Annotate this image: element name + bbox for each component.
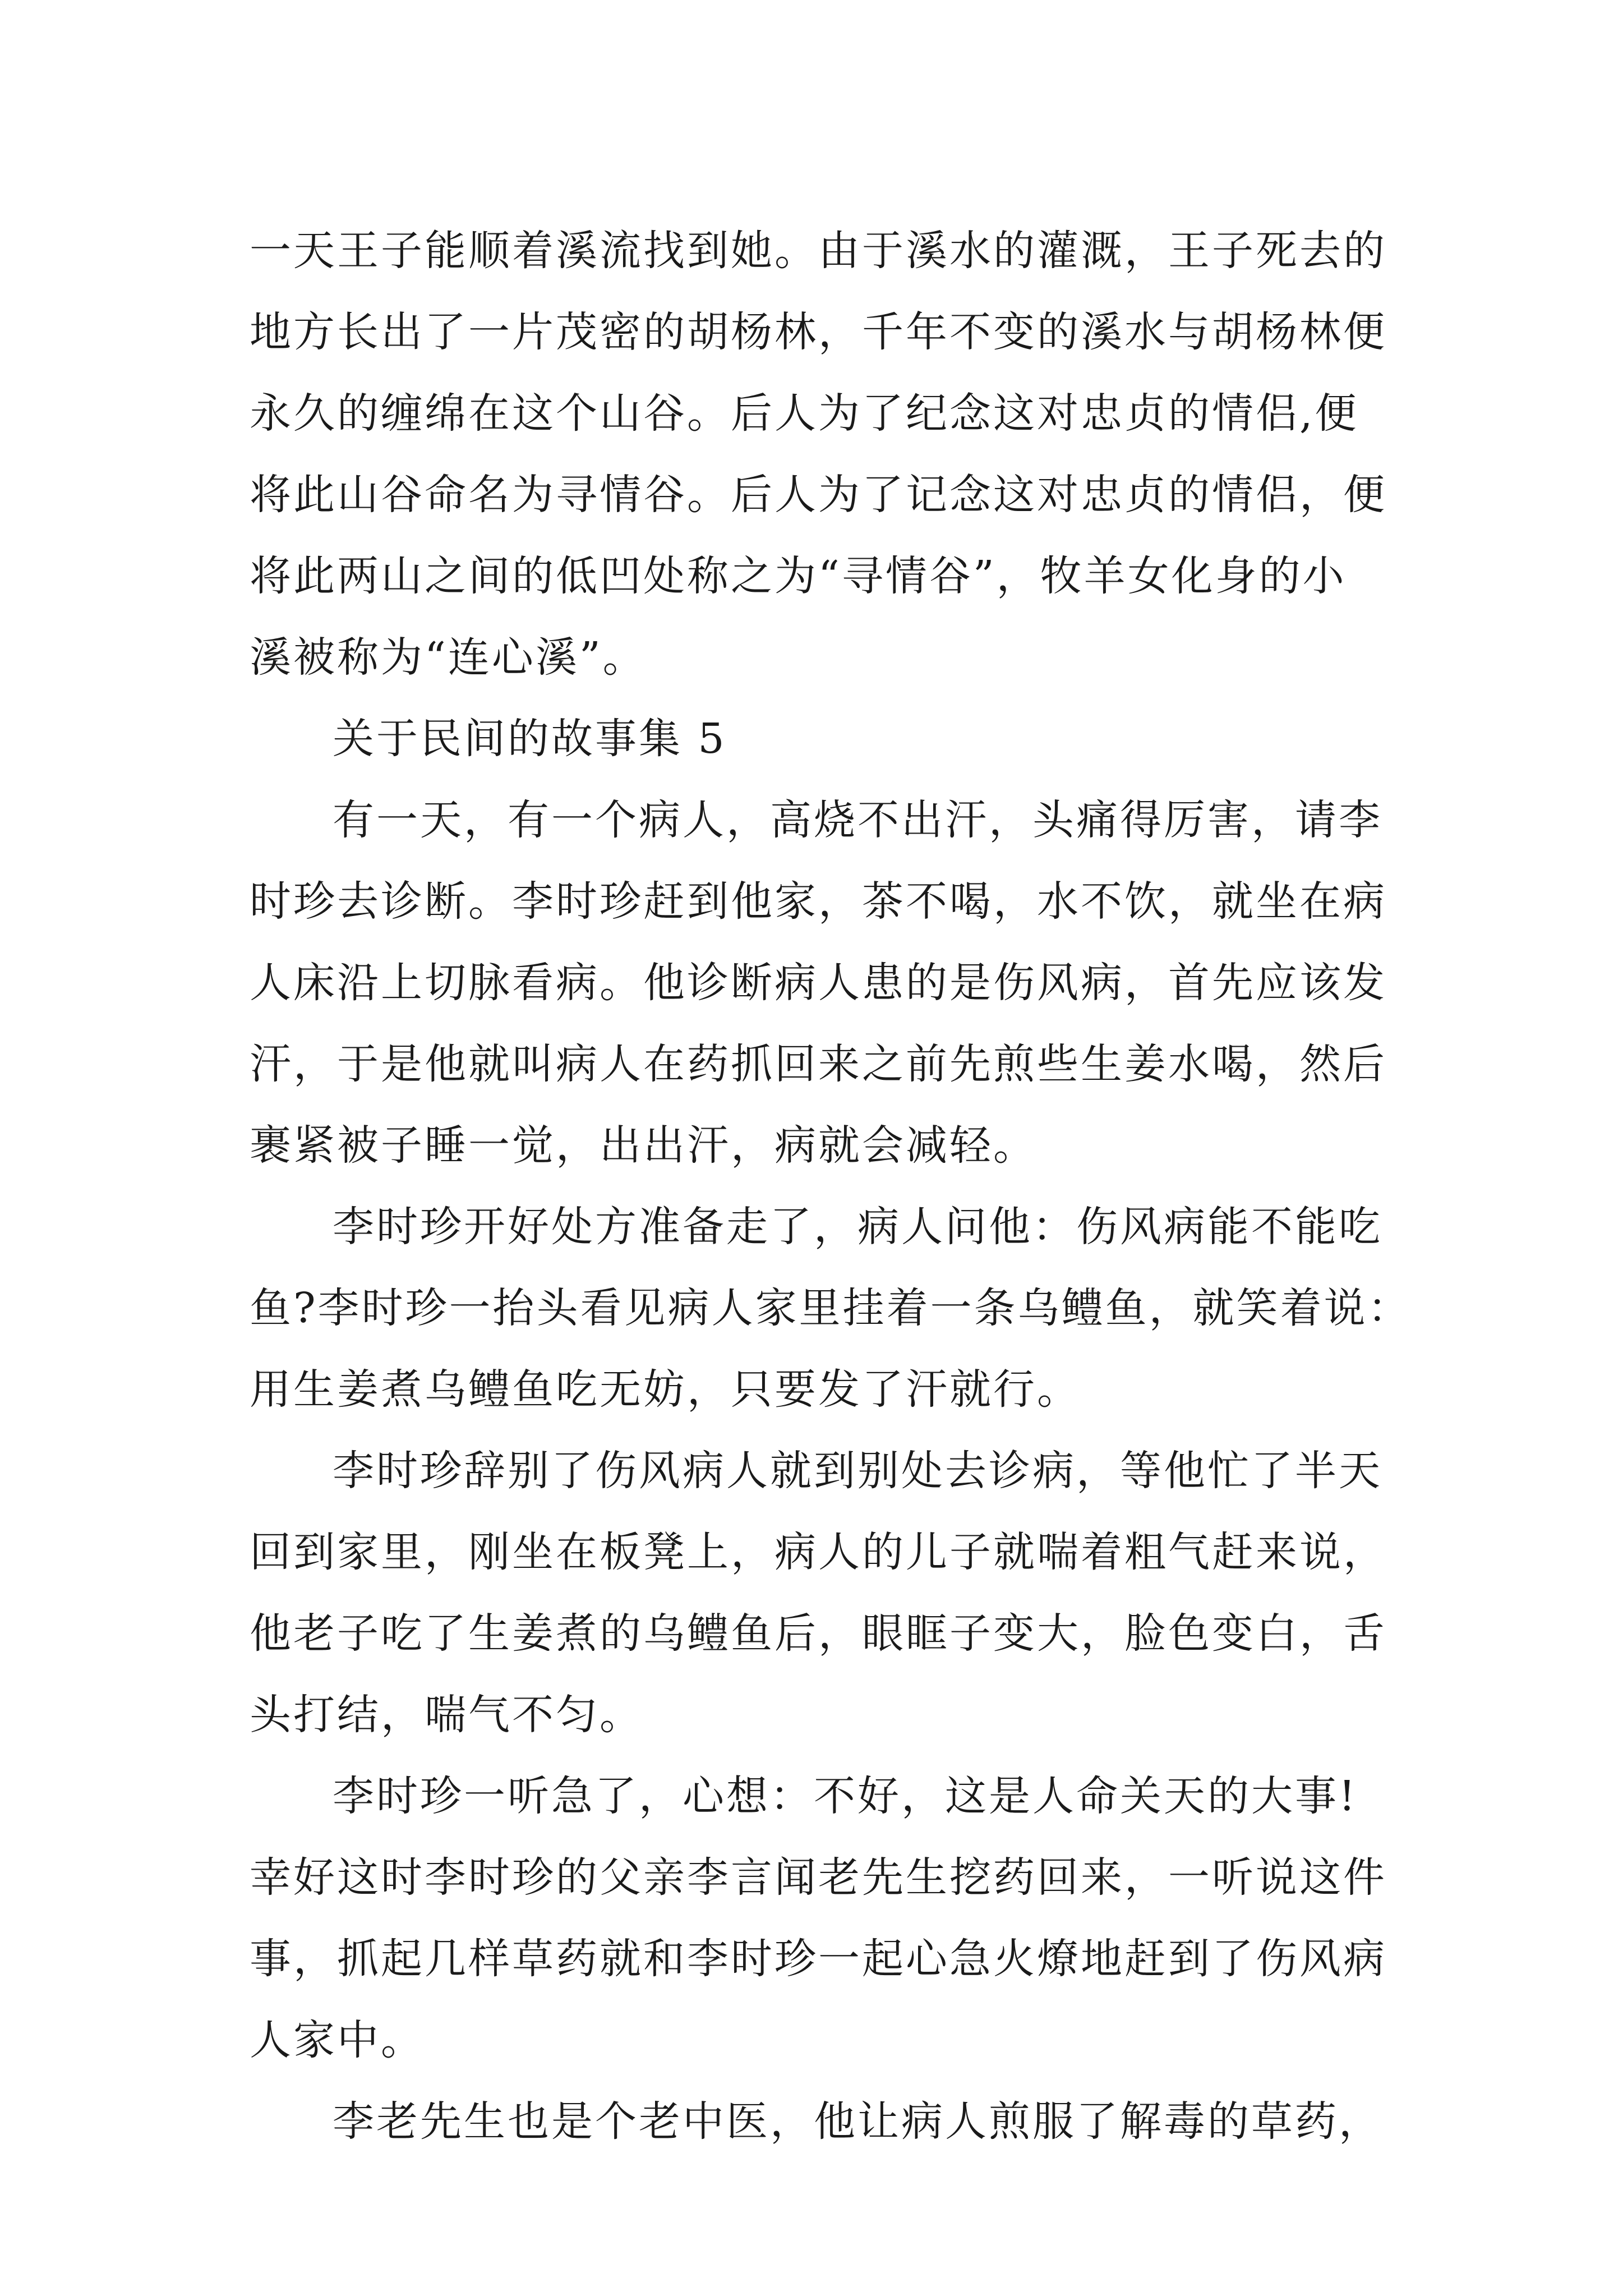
text-line: 将此两山之间的低凹处称之为“寻情谷”，牧羊女化身的小 xyxy=(250,552,1347,600)
paragraph-first-line: 有一天，有一个病人，高烧不出汗，头痛得厉害，请李 xyxy=(333,796,1382,844)
text-line: 人床沿上切脉看病。他诊断病人患的是伤风病，首先应该发 xyxy=(250,959,1387,1007)
text-line: 事，抓起几样草药就和李时珍一起心急火燎地赶到了伤风病 xyxy=(250,1935,1387,1983)
text-line: 时珍去诊断。李时珍赶到他家，茶不喝，水不饮，就坐在病 xyxy=(250,877,1387,926)
text-line: 回到家里，刚坐在板凳上，病人的儿子就喘着粗气赶来说， xyxy=(250,1528,1387,1576)
paragraph-first-line: 李老先生也是个老中医，他让病人煎服了解毒的草药， xyxy=(333,2097,1382,2146)
text-line: 用生姜煮乌鳢鱼吃无妨，只要发了汗就行。 xyxy=(250,1365,1081,1414)
text-line: 永久的缠绵在这个山谷。后人为了纪念这对忠贞的情侣,便 xyxy=(250,389,1359,438)
text-line: 一天王子能顺着溪流找到她。由于溪水的灌溉，王子死去的 xyxy=(250,227,1387,275)
text-line: 溪被称为“连心溪”。 xyxy=(250,633,647,682)
text-line: 幸好这时李时珍的父亲李言闻老先生挖药回来，一听说这件 xyxy=(250,1853,1387,1902)
document-body xyxy=(250,210,1412,2162)
text-line: 裹紧被子睡一觉，出出汗，病就会减轻。 xyxy=(250,1121,1037,1170)
text-line: 人家中。 xyxy=(250,2016,425,2064)
text-line: 头打结，喘气不匀。 xyxy=(250,1691,643,1739)
text-line: 汗，于是他就叫病人在药抓回来之前先煎些生姜水喝，然后 xyxy=(250,1040,1387,1088)
paragraph-first-line: 李时珍一听急了，心想：不好，这是人命关天的大事! xyxy=(333,1772,1358,1820)
text-line: 将此山谷命名为寻情谷。后人为了记念这对忠贞的情侣，便 xyxy=(250,471,1387,519)
text-line: 鱼?李时珍一抬头看见病人家里挂着一条乌鳢鱼，就笑着说： xyxy=(250,1284,1412,1332)
text-line: 他老子吃了生姜煮的乌鳢鱼后，眼眶子变大，脸色变白，舌 xyxy=(250,1609,1387,1658)
paragraph-first-line: 关于民间的故事集 5 xyxy=(333,715,727,763)
paragraph-first-line: 李时珍开好处方准备走了，病人问他：伤风病能不能吃 xyxy=(333,1203,1382,1251)
text-line: 地方长出了一片茂密的胡杨林，千年不变的溪水与胡杨林便 xyxy=(250,308,1387,356)
paragraph-first-line: 李时珍辞别了伤风病人就到别处去诊病，等他忙了半天 xyxy=(333,1447,1382,1495)
